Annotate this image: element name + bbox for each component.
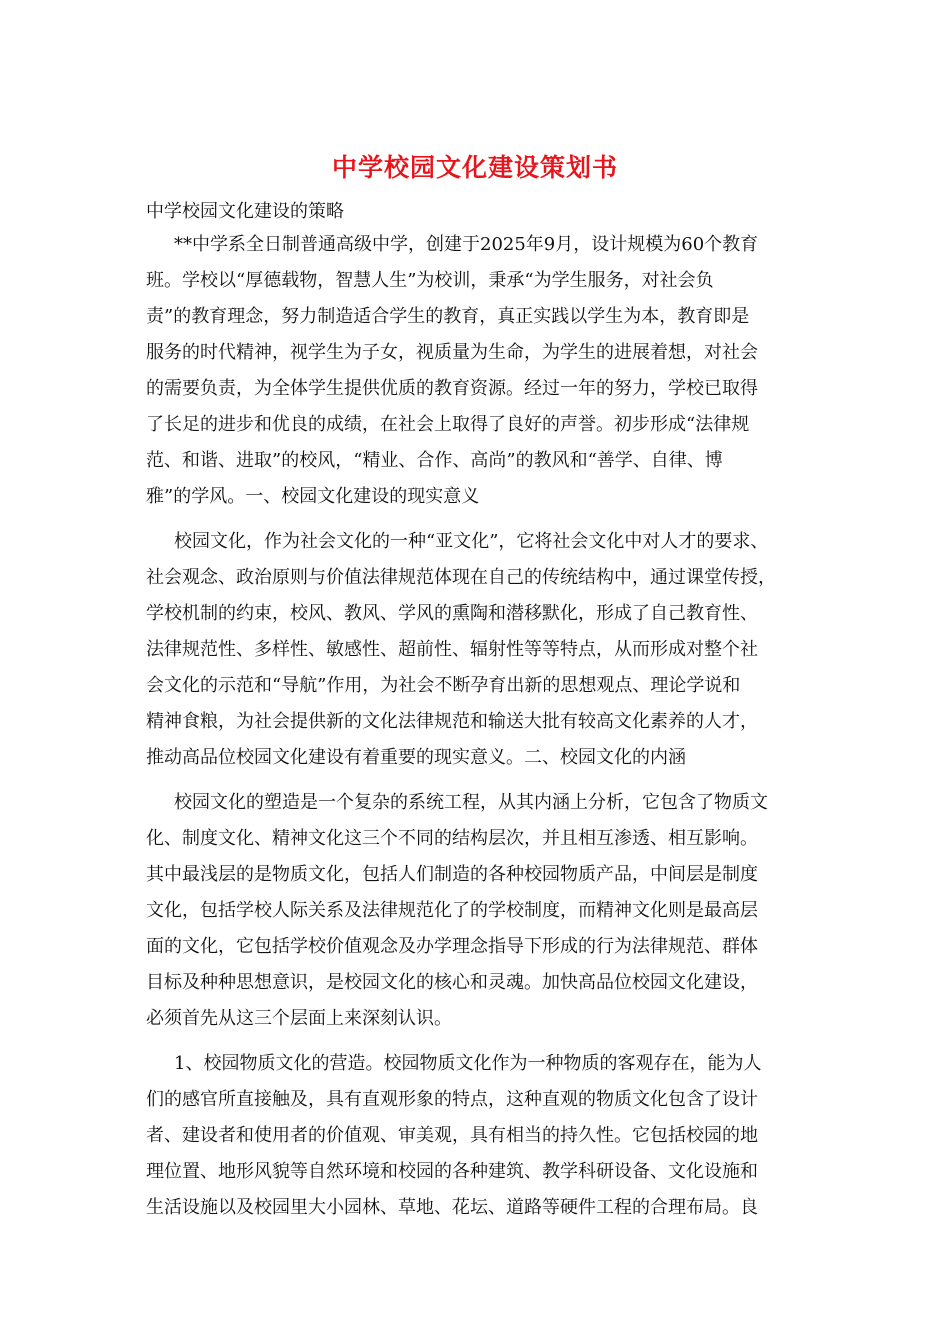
- paragraph-line: 校园文化，作为社会文化的一种“亚文化”，它将社会文化中对人才的要求、: [174, 531, 769, 552]
- paragraph-line: 雅”的学风。一、校园文化建设的现实意义: [146, 486, 480, 507]
- paragraph-line: 了长足的进步和优良的成绩，在社会上取得了良好的声誉。初步形成“法律规: [146, 414, 750, 435]
- paragraph-line: 理位置、地形风貌等自然环境和校园的各种建筑、教学科研设备、文化设施和: [146, 1161, 758, 1182]
- paragraph-line: 1、校园物质文化的营造。校园物质文化作为一种物质的客观存在，能为人: [174, 1053, 762, 1074]
- paragraph-line: 范、和谐、进取”的校风，“精业、合作、高尚”的教风和“善学、自律、博: [146, 450, 723, 471]
- paragraph-line: 文化，包括学校人际关系及法律规范化了的学校制度，而精神文化则是最高层: [146, 900, 758, 921]
- paragraph-line: 服务的时代精神，视学生为子女，视质量为生命，为学生的进展着想，对社会: [146, 342, 758, 363]
- paragraph-line: 化、制度文化、精神文化这三个不同的结构层次，并且相互渗透、相互影响。: [146, 828, 758, 849]
- paragraph-line: 生活设施以及校园里大小园林、草地、花坛、道路等硬件工程的合理布局。良: [146, 1197, 758, 1218]
- document-subtitle: 中学校园文化建设的策略: [146, 201, 344, 222]
- paragraph-line: 其中最浅层的是物质文化，包括人们制造的各种校园物质产品，中间层是制度: [146, 864, 758, 885]
- paragraph-line: 法律规范性、多样性、敏感性、超前性、辐射性等等特点，从而形成对整个社: [146, 639, 758, 660]
- paragraph-line: 推动高品位校园文化建设有着重要的现实意义。二、校园文化的内涵: [146, 747, 686, 768]
- paragraph-line: 们的感官所直接触及，具有直观形象的特点，这种直观的物质文化包含了设计: [146, 1089, 758, 1110]
- paragraph-line: 会文化的示范和“导航”作用，为社会不断孕育出新的思想观点、理论学说和: [146, 675, 741, 696]
- paragraph-line: 班。学校以“厚德载物，智慧人生”为校训，秉承“为学生服务，对社会负: [146, 270, 714, 291]
- paragraph-line: 面的文化，它包括学校价值观念及办学理念指导下形成的行为法律规范、群体: [146, 936, 758, 957]
- paragraph-line: 目标及种种思想意识，是校园文化的核心和灵魂。加快高品位校园文化建设，: [146, 972, 758, 993]
- document-title: 中学校园文化建设策划书: [331, 153, 618, 182]
- paragraph-line: 者、建设者和使用者的价值观、审美观，具有相当的持久性。它包括校园的地: [146, 1125, 758, 1146]
- paragraph-line: 社会观念、政治原则与价值法律规范体现在自己的传统结构中，通过课堂传授，: [146, 567, 776, 588]
- paragraph-line: 学校机制的约束，校风、教风、学风的熏陶和潜移默化，形成了自己教育性、: [146, 603, 758, 624]
- paragraph-line: 精神食粮，为社会提供新的文化法律规范和输送大批有较高文化素养的人才，: [146, 711, 758, 732]
- paragraph-line: 校园文化的塑造是一个复杂的系统工程，从其内涵上分析，它包含了物质文: [174, 792, 768, 813]
- paragraph-line: 必须首先从这三个层面上来深刻认识。: [146, 1008, 452, 1029]
- paragraph-line: **中学系全日制普通高级中学，创建于2025年9月，设计规模为60个教育: [174, 234, 759, 255]
- paragraph-line: 的需要负责，为全体学生提供优质的教育资源。经过一年的努力，学校已取得: [146, 378, 758, 399]
- paragraph-line: 责”的教育理念，努力制造适合学生的教育，真正实践以学生为本，教育即是: [146, 306, 750, 327]
